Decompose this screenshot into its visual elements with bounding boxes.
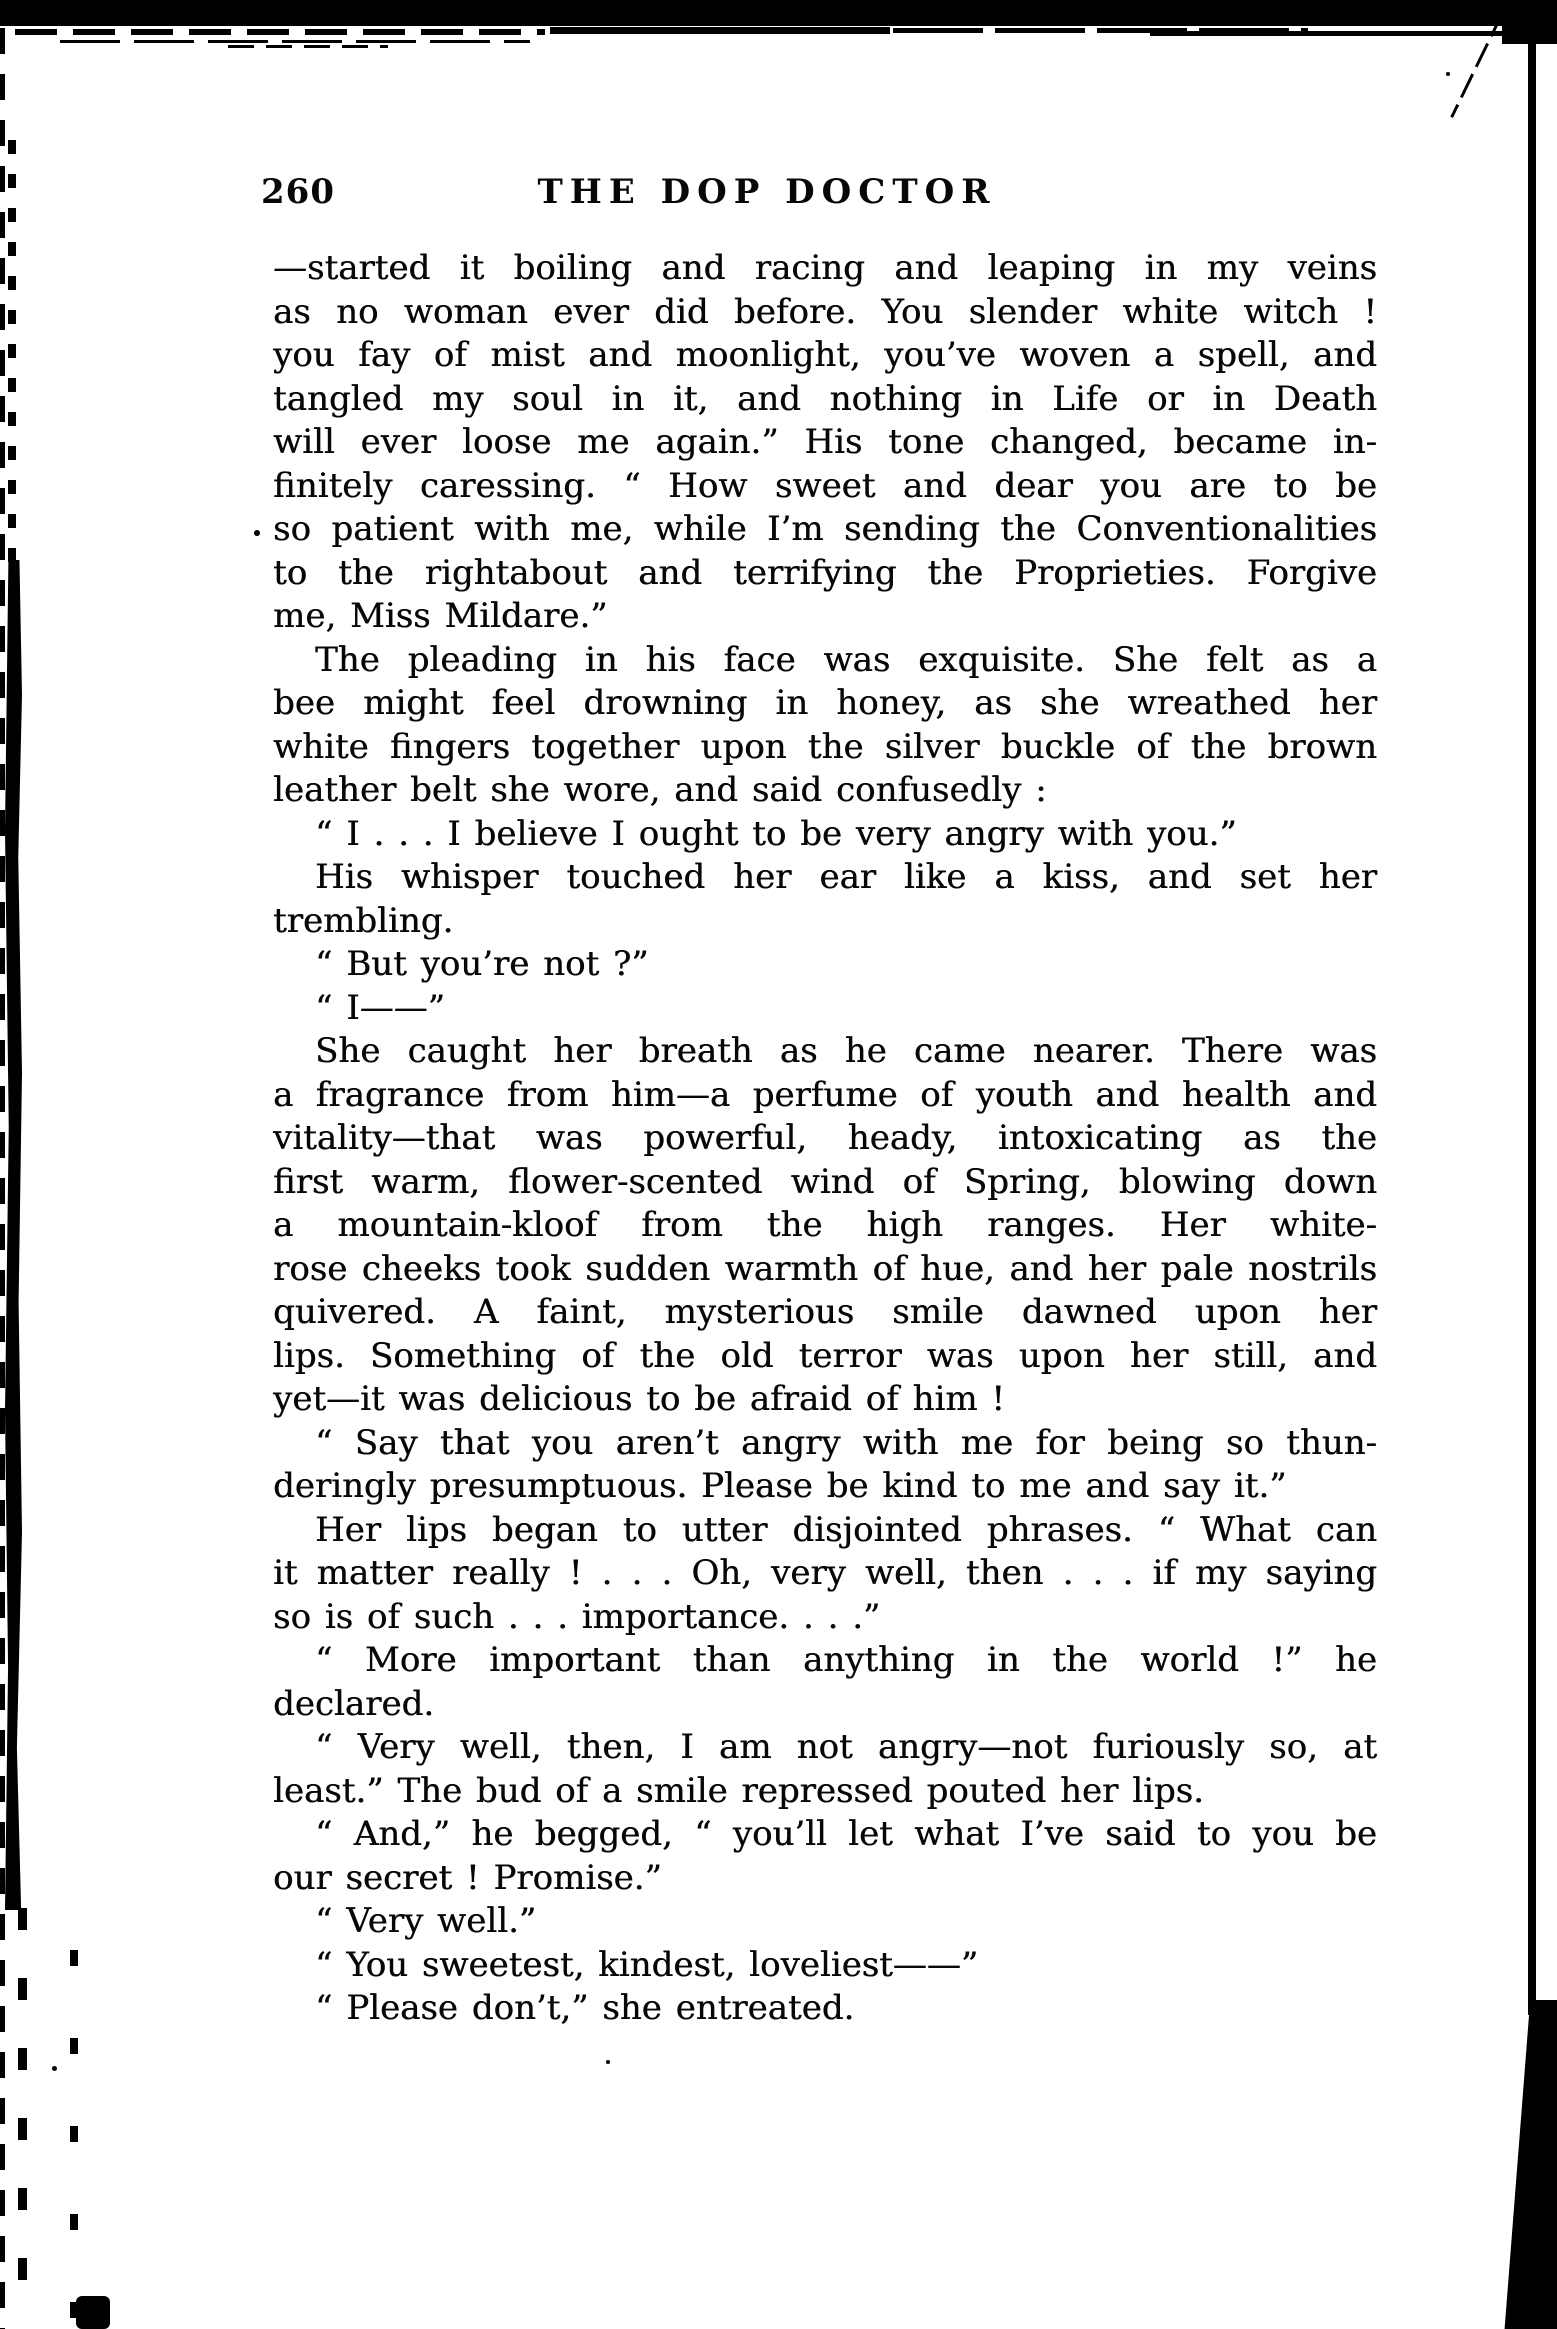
scan-artifact-left-broken-line bbox=[0, 28, 5, 2329]
text-line: quivered. A faint, mysterious smile dawned upon her bbox=[273, 1292, 1377, 1332]
scan-artifact-crease-line bbox=[1450, 12, 1504, 118]
scan-artifact-top-band bbox=[0, 0, 1557, 26]
text-line: “ Very well.” bbox=[315, 1901, 537, 1941]
text-line: will ever loose me again.” His tone changed, became in- bbox=[273, 422, 1377, 462]
scan-artifact-left-dashes bbox=[8, 140, 16, 570]
text-line: lips. Something of the old terror was upon her still, and bbox=[273, 1335, 1377, 1376]
text-line: “ But you’re not ?” bbox=[315, 944, 649, 984]
text-line: so patient with me, while I’m sending the Conventionalities bbox=[273, 509, 1377, 549]
scan-artifact-bottom-left-blob bbox=[76, 2296, 110, 2329]
page-header-row bbox=[261, 172, 1377, 216]
text-line: tangled my soul in it, and nothing in Life or in Death bbox=[273, 378, 1377, 419]
scan-artifact-bottom-right-wedge bbox=[1500, 2000, 1557, 2329]
text-line: as no woman ever did before. You slender white witch ! bbox=[273, 291, 1377, 332]
page-number: 260 bbox=[261, 172, 335, 212]
text-line: rose cheeks took sudden warmth of hue, and her pale nostrils bbox=[273, 1248, 1377, 1289]
scan-artifact-left-lower-dashes bbox=[70, 1950, 78, 2329]
text-line: “ Please don’t,” she entreated. bbox=[315, 1988, 855, 2028]
text-line: our secret ! Promise.” bbox=[273, 1857, 662, 1898]
text-line: She caught her breath as he came nearer. There was bbox=[315, 1031, 1377, 1071]
text-line: it matter really ! . . . Oh, very well, then . . . if my saying bbox=[273, 1553, 1377, 1593]
text-line: “ You sweetest, kindest, loveliest——” bbox=[315, 1944, 979, 1985]
scan-artifact-right-edge-line bbox=[1528, 0, 1536, 2015]
text-line: leather belt she wore, and said confusedly : bbox=[273, 770, 1047, 810]
text-line: a mountain-kloof from the high ranges. Her white- bbox=[273, 1205, 1377, 1245]
text-line: white fingers together upon the silver buckle of the brown bbox=[273, 726, 1377, 767]
scan-artifact-left-lower-dashes bbox=[18, 1908, 27, 2308]
page-text bbox=[273, 247, 1377, 2031]
text-line: me, Miss Mildare.” bbox=[273, 596, 608, 636]
ink-speck bbox=[606, 2060, 610, 2064]
ink-speck bbox=[52, 2066, 57, 2071]
scan-artifact-top-dash bbox=[550, 27, 890, 34]
text-line: finitely caressing. “ How sweet and dear you are to be bbox=[273, 465, 1377, 506]
text-line: bee might feel drowning in honey, as she wreathed her bbox=[273, 683, 1377, 723]
running-header: THE DOP DOCTOR bbox=[537, 172, 997, 212]
text-line: a fragrance from him—a perfume of youth and health and bbox=[273, 1074, 1377, 1115]
text-line: Her lips began to utter disjointed phrases. “ What can bbox=[315, 1509, 1377, 1550]
scan-artifact-top-dash bbox=[1150, 31, 1535, 36]
text-line: “ Very well, then, I am not angry—not furiously so, at bbox=[315, 1727, 1377, 1767]
text-line: first warm, flower-scented wind of Spring, blowing down bbox=[273, 1161, 1377, 1202]
text-line: least.” The bud of a smile repressed pouted her lips. bbox=[273, 1770, 1204, 1811]
scan-artifact-top-dash bbox=[228, 45, 388, 48]
text-line: The pleading in his face was exquisite. She felt as a bbox=[315, 639, 1377, 680]
scan-artifact-top-dash bbox=[60, 40, 530, 43]
scan-artifact-left-streak bbox=[5, 560, 22, 1910]
text-line: “ And,” he begged, “ you’ll let what I’ve said to you be bbox=[315, 1814, 1377, 1854]
text-line: “ I——” bbox=[315, 987, 446, 1028]
text-line: His whisper touched her ear like a kiss, and set her bbox=[315, 857, 1377, 897]
text-line: you fay of mist and moonlight, you’ve woven a spell, and bbox=[273, 335, 1377, 375]
text-line: vitality—that was powerful, heady, intoxicating as the bbox=[273, 1118, 1377, 1158]
text-line: to the rightabout and terrifying the Proprieties. Forgive bbox=[273, 552, 1377, 593]
text-line: declared. bbox=[273, 1683, 435, 1724]
text-line: “ More important than anything in the world !” he bbox=[315, 1640, 1377, 1680]
text-line: trembling. bbox=[273, 900, 454, 941]
text-line: so is of such . . . importance. . . .” bbox=[273, 1596, 881, 1637]
text-line: —started it boiling and racing and leaping in my veins bbox=[273, 248, 1377, 288]
text-line: yet—it was delicious to be afraid of him ! bbox=[273, 1379, 1005, 1419]
text-line: “ I . . . I believe I ought to be very angry with you.” bbox=[315, 813, 1237, 854]
ink-speck bbox=[1446, 72, 1450, 76]
text-line: “ Say that you aren’t angry with me for being so thun- bbox=[315, 1422, 1377, 1463]
text-line: deringly presumptuous. Please be kind to me and say it.” bbox=[273, 1466, 1287, 1506]
ink-speck bbox=[254, 530, 260, 536]
scan-artifact-top-dash bbox=[15, 29, 545, 35]
